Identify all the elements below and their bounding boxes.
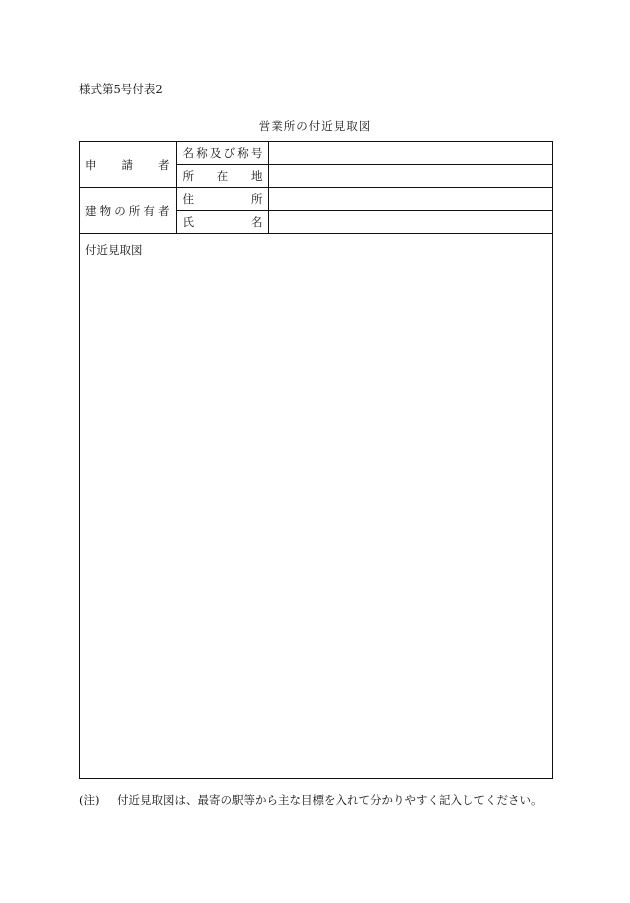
map-section-label: 付近見取図 [85,243,143,257]
applicant-label: 申 請 者 [80,142,176,188]
location-label: 所 在 地 [176,165,268,188]
name-title-field[interactable] [268,142,552,165]
table-row [80,188,552,211]
address-label: 住 所 [176,188,268,211]
footnote-tag: (注) [79,793,100,807]
page-title: 営業所の付近見取図 [258,119,372,133]
address-field[interactable] [268,188,552,211]
footnote-text: 付近見取図は、最寄の駅等から主な目標を入れて分かりやすく記入してください。 [117,793,543,807]
map-drawing-area[interactable] [80,234,552,778]
form-table [80,142,552,234]
fullname-label: 氏 名 [176,211,268,234]
application-form [79,141,553,779]
form-number: 様式第5号付表2 [79,82,163,96]
footnote [79,792,543,808]
table-row [80,142,552,165]
location-field[interactable] [268,165,552,188]
fullname-field[interactable] [268,211,552,234]
name-title-label: 名 称 及 び 称 号 [176,142,268,165]
building-owner-label: 建 物 の 所 有 者 [80,188,176,234]
